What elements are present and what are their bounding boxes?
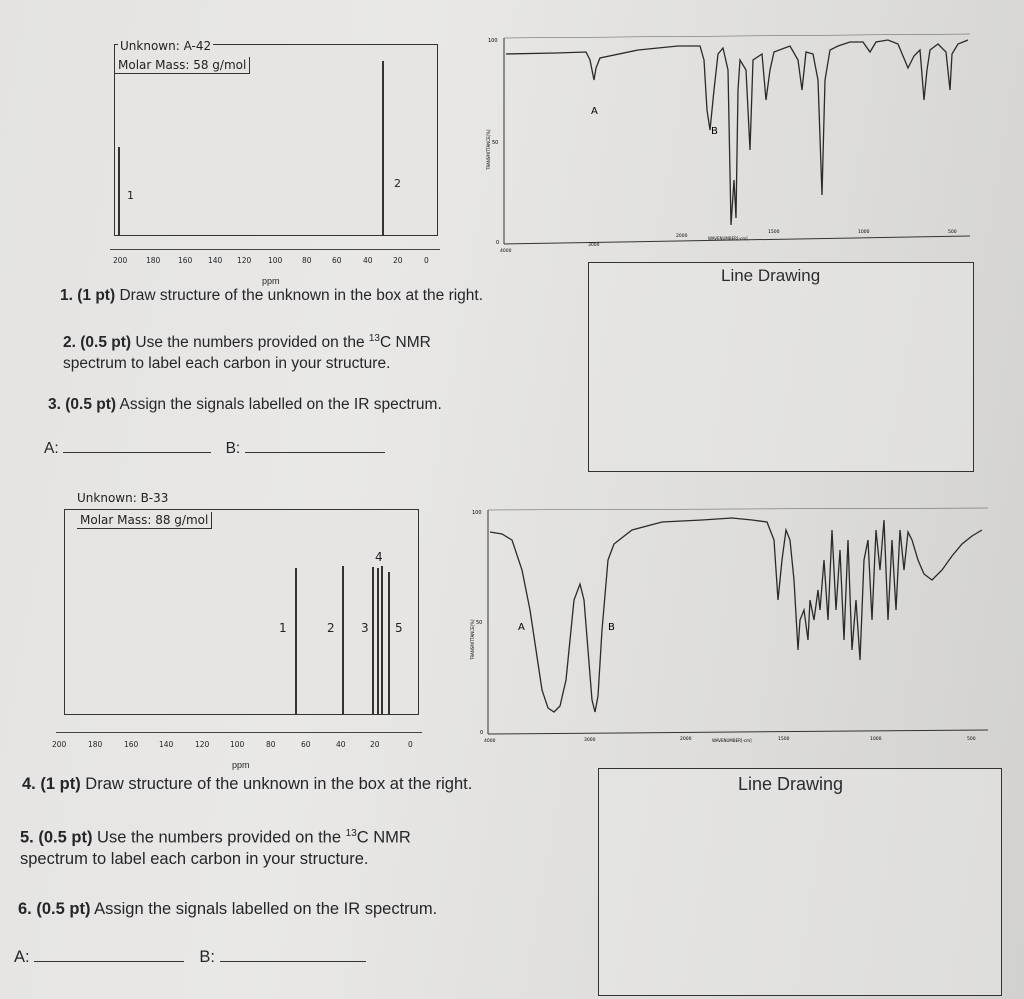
ir-x-tick: 500	[967, 737, 976, 742]
question-number: 2.	[63, 334, 76, 352]
tick-label: 20	[393, 256, 403, 265]
answer-a-label: A:	[14, 948, 30, 966]
tick-label: 200	[52, 740, 67, 749]
ir-x-tick: 4000	[484, 739, 496, 744]
question-number: 5.	[20, 828, 34, 847]
question-points: (0.5 pt)	[80, 334, 132, 352]
question-points: (0.5 pt)	[65, 396, 117, 413]
superscript: 13	[368, 333, 380, 344]
question-4	[22, 774, 472, 795]
ir-peak-label: A	[591, 106, 598, 117]
tick-label: 140	[159, 740, 174, 749]
tick-label: 100	[230, 740, 245, 749]
nmr-peak-line	[382, 61, 384, 235]
nmr-peak-label: 5	[395, 621, 403, 635]
ir-y-mid: 50	[476, 620, 483, 626]
nmr-x-axis	[110, 249, 440, 250]
question-points: (0.5 pt)	[38, 828, 93, 847]
answer-row-2	[14, 947, 394, 968]
nmr-peak-line	[377, 568, 379, 714]
tick-label: 80	[266, 740, 276, 749]
question-number: 3.	[48, 396, 61, 413]
question-text: C NMR	[380, 334, 431, 352]
question-text: C NMR	[356, 828, 411, 847]
question-text-line2: spectrum to label each carbon in your structure.	[63, 355, 391, 373]
answer-b-blank[interactable]	[220, 961, 366, 962]
tick-label: 180	[146, 256, 161, 265]
question-text: Use the numbers provided on the	[97, 828, 346, 847]
nmr-x-unit: ppm	[262, 276, 280, 286]
question-points: (1 pt)	[77, 287, 116, 304]
question-text: Assign the signals labelled on the IR spectrum.	[94, 900, 438, 918]
tick-label: 100	[268, 256, 283, 265]
ir-peak-label: B	[608, 622, 615, 633]
question-2	[63, 328, 431, 374]
nmr-peak-label: 1	[279, 621, 287, 635]
question-5	[20, 823, 411, 870]
question-1	[60, 285, 483, 306]
unknown-label: Unknown: A-42	[120, 39, 212, 53]
ir-spectrum-b33	[462, 500, 992, 750]
ir-y-label: TRANSMITTANCE[%]	[486, 129, 491, 170]
box-title: Line Drawing	[738, 774, 844, 794]
nmr-peak-line	[381, 566, 383, 714]
question-text: Use the numbers provided on the	[135, 334, 369, 352]
tick-label: 60	[332, 256, 342, 265]
ir-x-tick: 4000	[500, 249, 512, 254]
question-6	[18, 899, 437, 920]
nmr-spectrum-b33	[64, 491, 419, 715]
ir-x-tick: 3000	[588, 243, 600, 248]
superscript: 13	[345, 828, 357, 839]
nmr-peak-label: 1	[127, 189, 134, 202]
nmr-x-ticks	[52, 740, 422, 752]
question-text: Draw structure of the unknown in the box at the right.	[119, 287, 484, 304]
tick-label: 80	[302, 256, 312, 265]
ir-y-top: 100	[472, 510, 482, 516]
tick-label: 200	[113, 256, 128, 265]
question-points: (0.5 pt)	[36, 900, 91, 918]
tick-label: 0	[408, 740, 413, 749]
question-number: 1.	[60, 287, 73, 304]
ir-x-tick: 2000	[680, 737, 692, 742]
tick-label: 180	[88, 740, 103, 749]
ir-x-label: WAVENUMBER[-cm]	[708, 236, 748, 241]
tick-label: 20	[370, 740, 380, 749]
nmr-peak-line	[388, 572, 390, 714]
tick-label: 120	[195, 740, 210, 749]
question-3	[48, 394, 442, 415]
tick-label: 0	[424, 256, 429, 265]
ir-trace	[506, 40, 968, 225]
tick-label: 160	[124, 740, 139, 749]
ir-y-label: TRANSMITTANCE[%]	[470, 619, 475, 660]
ir-x-tick: 500	[948, 230, 957, 235]
tick-label: 40	[336, 740, 346, 749]
tick-label: 60	[301, 740, 311, 749]
answer-a-blank[interactable]	[63, 452, 211, 453]
tick-label: 120	[237, 256, 252, 265]
answer-a-blank[interactable]	[34, 961, 184, 962]
nmr-peak-line	[372, 567, 374, 714]
line-drawing-box-2[interactable]	[598, 768, 1002, 996]
answer-b-blank[interactable]	[245, 452, 385, 453]
question-text: Assign the signals labelled on the IR spectrum.	[119, 396, 442, 413]
ir-x-tick: 1500	[768, 230, 780, 235]
answer-b-label: B:	[225, 440, 241, 457]
nmr-peak-label: 4	[375, 550, 383, 564]
ir-trace	[490, 518, 982, 712]
answer-row-1	[44, 438, 394, 459]
box-title: Line Drawing	[721, 266, 821, 285]
nmr-peak-label: 2	[394, 177, 401, 190]
nmr-x-ticks	[108, 256, 438, 268]
nmr-peak-line	[295, 568, 297, 714]
ir-x-tick: 1500	[778, 737, 790, 742]
answer-a-label: A:	[44, 440, 59, 457]
tick-label: 160	[178, 256, 193, 265]
nmr-peak-line	[342, 566, 344, 714]
question-number: 4.	[22, 775, 36, 793]
ir-y-top: 100	[488, 38, 498, 44]
question-text: Draw structure of the unknown in the box at the right.	[85, 775, 473, 793]
ir-x-tick: 1000	[870, 737, 882, 742]
nmr-peak-line	[118, 147, 120, 235]
tick-label: 40	[363, 256, 373, 265]
nmr-x-axis	[56, 732, 422, 733]
ir-peak-label: B	[711, 126, 718, 137]
ir-x-tick: 1000	[858, 230, 870, 235]
nmr-spectrum-a42	[114, 39, 438, 236]
molar-mass-label: Molar Mass: 88 g/mol	[77, 512, 212, 529]
ir-peak-label: A	[518, 622, 525, 633]
ir-x-label: WAVENUMBER[-cm]	[712, 738, 752, 743]
ir-spectrum-a42	[478, 30, 974, 262]
nmr-peak-label: 2	[327, 621, 335, 635]
question-text-line2: spectrum to label each carbon in your structure.	[20, 849, 369, 868]
line-drawing-box-1[interactable]	[588, 262, 974, 472]
ir-x-tick: 2000	[676, 234, 688, 239]
ir-y-mid: 50	[492, 140, 499, 146]
ir-y-bottom: 0	[480, 730, 484, 736]
answer-b-label: B:	[199, 948, 215, 966]
molar-mass-label: Molar Mass: 58 g/mol	[115, 57, 250, 74]
nmr-peak-label: 3	[361, 621, 369, 635]
nmr-x-unit: ppm	[232, 760, 250, 770]
ir-x-tick: 3000	[584, 738, 596, 743]
question-number: 6.	[18, 900, 32, 918]
tick-label: 140	[208, 256, 223, 265]
question-points: (1 pt)	[40, 775, 81, 793]
unknown-label: Unknown: B-33	[77, 491, 169, 505]
ir-y-bottom: 0	[496, 240, 500, 246]
